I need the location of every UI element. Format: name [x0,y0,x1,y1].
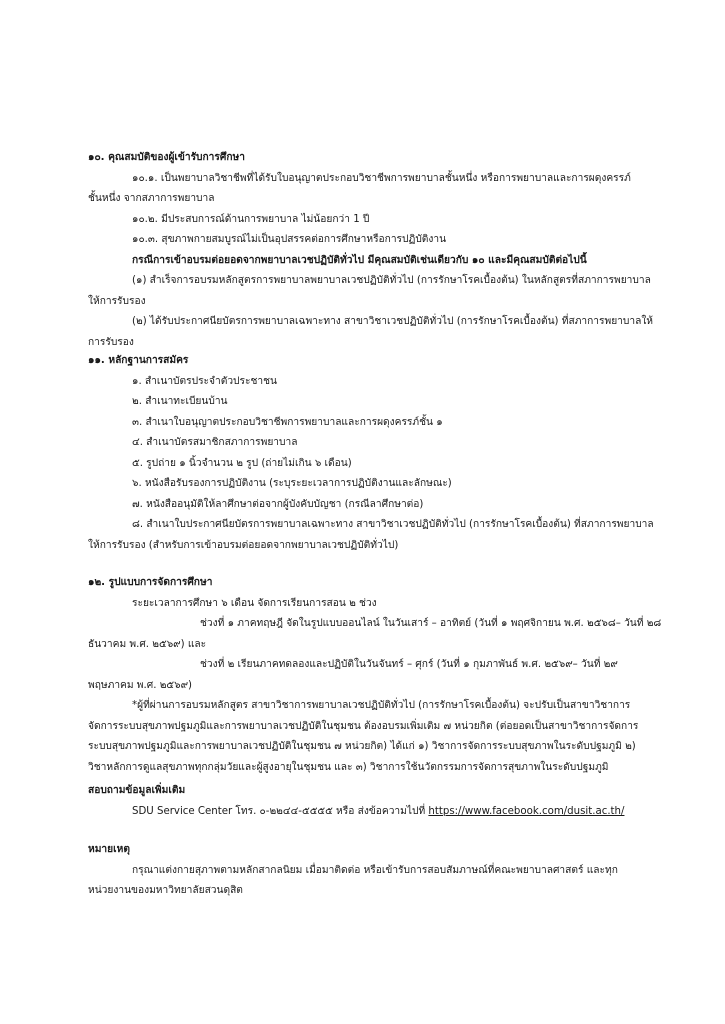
text-line: (๑) สำเร็จการอบรมหลักสูตรการพยาบาลพยาบาลเวชปฏิบัติทั่วไป (การรักษาโรคเบื้องต้น) ในหลักสูตรที่สภาการพยาบาล [132,275,651,286]
text-line: ระบบสุขภาพปฐมภูมิและการพยาบาลเวชปฏิบัติในชุมชน ๗ หน่วยกิต) ได้แก่ ๑) วิชาการจัดการระบบสุขภาพในระดับปฐมภูมิ ๒) [88,741,636,752]
section-study-format [88,573,678,778]
section-heading: ๑๑. หลักฐานการสมัคร [88,355,189,366]
section-documents [88,351,678,556]
text-line: ช่วงที่ ๑ ภาคทฤษฎี จัดในรูปแบบออนไลน์ ในวันเสาร์ – อาทิตย์ (วันที่ ๑ พฤศจิกายน พ.ศ. ๒๕๖๘– วันที่ ๒๘ [200,618,662,629]
contact-text: SDU Service Center โทร. ๐-๒๒๔๔-๕๕๕๕ หรือ ส่งข้อความไปที่ [132,805,426,817]
text-line-bold: กรณีการเข้าอบรมต่อยอดจากพยาบาลเวชปฏิบัติทั่วไป มีคุณสมบัติเช่นเดียวกับ ๑๐ และมีคุณสมบัติต่อไปนี้ [132,254,587,266]
text-line: ๑๐.๓. สุขภาพกายสมบูรณ์ไม่เป็นอุปสรรคต่อการศึกษาหรือการปฏิบัติงาน [132,234,447,245]
text-line: (๒) ได้รับประกาศนียบัตรการพยาบาลเฉพาะทาง สาขาวิชาเวชปฏิบัติทั่วไป (การรักษาโรคเบื้องต้น) ที่สภาการพยาบาลให้ [132,316,654,327]
section-qualifications [88,148,678,353]
text-line: จัดการระบบสุขภาพปฐมภูมิและการพยาบาลเวชปฏิบัติในชุมชน ต้องอบรมเพิ่มเติม ๗ หน่วยกิต (ต่อยอดเป็นสาขาวิชาการจัดการ [88,720,639,732]
text-line: หน่วยงานของมหาวิทยาลัยสวนดุสิต [88,885,243,896]
section-heading: สอบถามข้อมูลเพิ่มเติม [88,785,186,796]
section-heading: ๑๐. คุณสมบัติของผู้เข้ารับการศึกษา [88,152,245,163]
text-line: ชั้นหนึ่ง จากสภาการพยาบาล [88,193,215,204]
contact-line [88,802,678,823]
list-item: ๔. สำเนาบัตรสมาชิกสภาการพยาบาล [132,437,298,448]
text-line: *ผู้ที่ผ่านการอบรมหลักสูตร สาขาวิชาการพยาบาลเวชปฏิบัติทั่วไป (การรักษาโรคเบื้องต้น) จะปรับเป็นสาขาวิชาการ [132,700,631,711]
list-item: ๗. หนังสืออนุมัติให้ลาศึกษาต่อจากผู้บังคับบัญชา (กรณีลาศึกษาต่อ) [132,498,424,510]
section-heading: ๑๒. รูปแบบการจัดการศึกษา [88,577,213,588]
section-heading: หมายเหตุ [88,844,130,855]
text-line: พฤษภาคม พ.ศ. ๒๕๖๙) [88,679,193,691]
text-line: วิชาหลักการดูแลสุขภาพทุกกลุ่มวัยและผู้สูงอายุในชุมชน และ ๓) วิชาการใช้นวัตกรรมการจัดการสุขภาพในระดับปฐมภูมิ [88,761,609,773]
section-note [88,840,678,902]
text-line: ๑๐.๑. เป็นพยาบาลวิชาชีพที่ได้รับใบอนุญาตประกอบวิชาชีพการพยาบาลชั้นหนึ่ง หรือการพยาบาลและการผดุงครรภ์ [132,172,631,184]
section-contact [88,781,678,822]
list-item: ๕. รูปถ่าย ๑ นิ้วจำนวน ๒ รูป (ถ่ายไม่เกิน ๖ เดือน) [132,457,352,469]
text-line: การรับรอง [88,336,134,348]
text-line: ๑๐.๒. มีประสบการณ์ด้านการพยาบาล ไม่น้อยกว่า 1 ปี [132,213,370,225]
text-line: กรุณาแต่งกายสุภาพตามหลักสากลนิยม เมื่อมาติดต่อ หรือเข้ารับการสอบสัมภาษณ์ที่คณะพยาบาลศาสตร์ และทุก [132,864,618,876]
list-item: ๒. สำเนาทะเบียนบ้าน [132,396,228,407]
list-item: ๓. สำเนาใบอนุญาตประกอบวิชาชีพการพยาบาลและการผดุงครรภ์ชั้น ๑ [132,416,443,428]
text-line: ช่วงที่ ๒ เรียนภาคทดลองและปฏิบัติในวันจันทร์ – ศุกร์ (วันที่ ๑ กุมภาพันธ์ พ.ศ. ๒๕๖๙– วันที่ ๒๙ [200,659,618,670]
text-line: ธันวาคม พ.ศ. ๒๕๖๙) และ [88,638,207,650]
list-item: ๖. หนังสือรับรองการปฏิบัติงาน (ระบุระยะเวลาการปฏิบัติงานและลักษณะ) [132,478,452,489]
list-item: ๘. สำเนาใบประกาศนียบัตรการพยาบาลเฉพาะทาง สาขาวิชาเวชปฏิบัติทั่วไป (การรักษาโรคเบื้องต้น) ที่สภาการพยาบาล [132,519,654,530]
list-item: ๑. สำเนาบัตรประจำตัวประชาชน [132,375,277,387]
text-line: ให้การรับรอง (สำหรับการเข้าอบรมต่อยอดจากพยาบาลเวชปฏิบัติทั่วไป) [88,539,399,551]
facebook-link[interactable]: https://www.facebook.com/dusit.ac.th/ [428,805,625,817]
text-line: ระยะเวลาการศึกษา ๖ เดือน จัดการเรียนการสอน ๒ ช่วง [132,597,377,609]
text-line: ให้การรับรอง [88,295,146,307]
